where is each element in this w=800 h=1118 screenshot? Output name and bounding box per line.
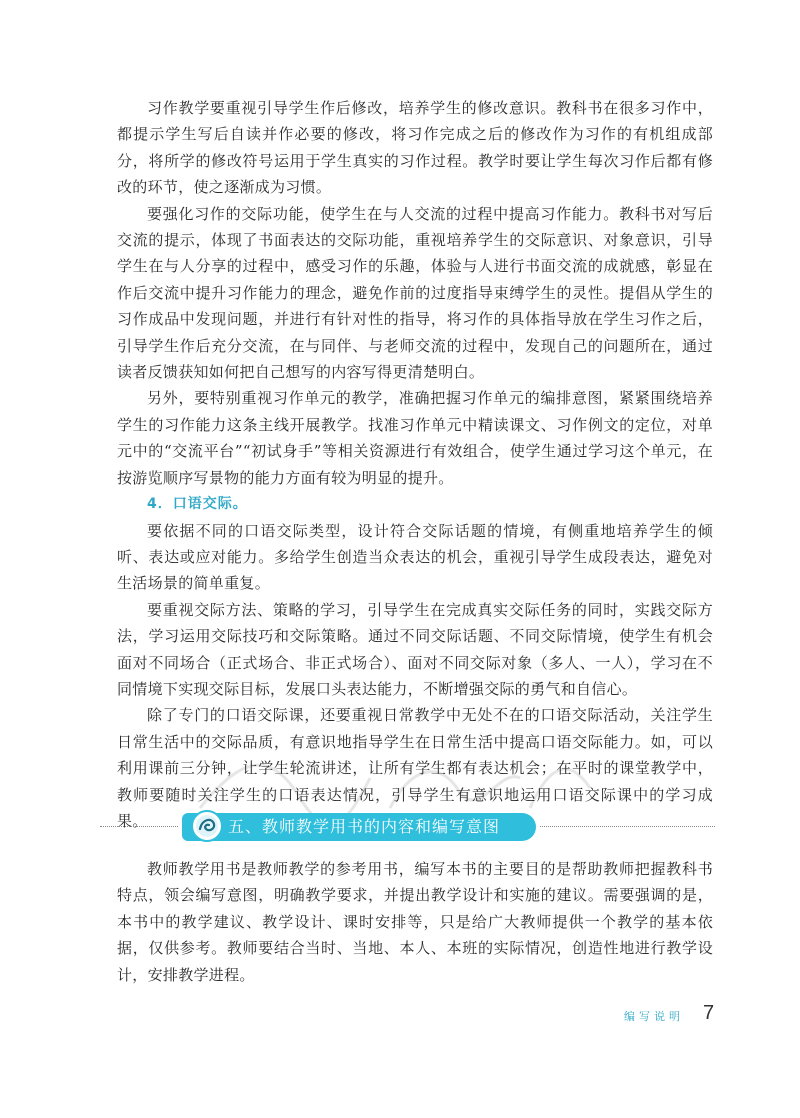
- section-block-c: [117, 856, 713, 988]
- swirl-badge-icon: [190, 809, 224, 843]
- paragraph: 除了专门的口语交际课，还要重视日常教学中无处不在的口语交际活动，关注学生日常生活中的交际品质，有意识地指导学生在日常生活中提高口语交际能力。如，可以利用课前三分钟，让学生轮流讲述，让所有学生都有表达机会；在平时的课堂教学中，教师要随时关注学生的口语表达情况，引导学生有意识地运用口语交际课中的学习成果。: [117, 706, 713, 830]
- paragraph: 教师教学用书是教师教学的参考用书，编写本书的主要目的是帮助教师把握教科书特点，领会编写意图，明确教学要求，并提出教学设计和实施的建议。需要强调的是，本书中的教学建议、教学设计、课时安排等，只是给广大教师提供一个教学的基本依据，仅供参考。教师要结合当时、当地、本人、本班的实际情况，创造性地进行教学设计，安排教学进程。: [117, 860, 713, 984]
- paragraph: 习作教学要重视引导学生作后修改，培养学生的修改意识。教科书在很多习作中，都提示学生写后自读并作必要的修改，将习作完成之后的修改作为习作的有机组成部分，将所学的修改符号运用于学生真实的习作过程。教学时要让学生每次习作后都有修改的环节，使之逐渐成为习惯。: [117, 99, 713, 197]
- footer-section-label: 编写说明: [624, 1010, 684, 1023]
- paragraph: 要重视交际方法、策略的学习，引导学生在完成真实交际任务的同时，实践交际方法，学习运用交际技巧和交际策略。通过不同交际话题、不同交际情境，使学生有机会面对不同场合（正式场合、非正式场合）、面对不同交际对象（多人、一人），学习在不同情境下实现交际目标，发展口头表达能力，不断增强交际的勇气和自信心。: [117, 600, 713, 698]
- paragraph: 要强化习作的交际功能，使学生在与人交流的过程中提高习作能力。教科书对写后交流的提示，体现了书面表达的交际功能，重视培养学生的交际意识、对象意识，引导学生在与人分享的过程中，感受习作的乐趣，体验与人进行书面交流的成就感，彰显在作后交流中提升习作能力的理念，避免作前的过度指导束缚学生的灵性。提倡从学生的习作成品中发现问题，并进行有针对性的指导，将习作的具体指导放在学生习作之后，引导学生作后充分交流，在与同伴、与老师交流的过程中，发现自己的问题所在，通过读者反馈获知如何把自己想写的内容写得更清楚明白。: [117, 204, 713, 382]
- dotted-divider-right: [540, 826, 715, 827]
- section-block-a: [117, 95, 713, 834]
- paragraph: 要依据不同的口语交际类型，设计符合交际话题的情境，有侧重地培养学生的倾听、表达或应对能力。多给学生创造当众表达的机会，重视引导学生成段表达，避免对生活场景的简单重复。: [117, 521, 713, 593]
- dotted-divider-left: [100, 826, 178, 827]
- subheading-oral-communication: 4．口语交际。: [147, 496, 248, 513]
- section-title: 五、教师教学用书的内容和编写意图: [228, 817, 501, 836]
- paragraph: 另外，要特别重视习作单元的教学，准确把握习作单元的编排意图，紧紧围绕培养学生的习作能力这条主线开展教学。找准习作单元中精读课文、习作例文的定位，对单元中的“交流平台”“初试身手”等相关资源进行有效组合，使学生通过学习这个单元，在按游览顺序写景物的能力方面有较为明显的提升。: [117, 389, 713, 487]
- section-title-bar: [100, 812, 715, 842]
- page-number: 7: [703, 1002, 715, 1024]
